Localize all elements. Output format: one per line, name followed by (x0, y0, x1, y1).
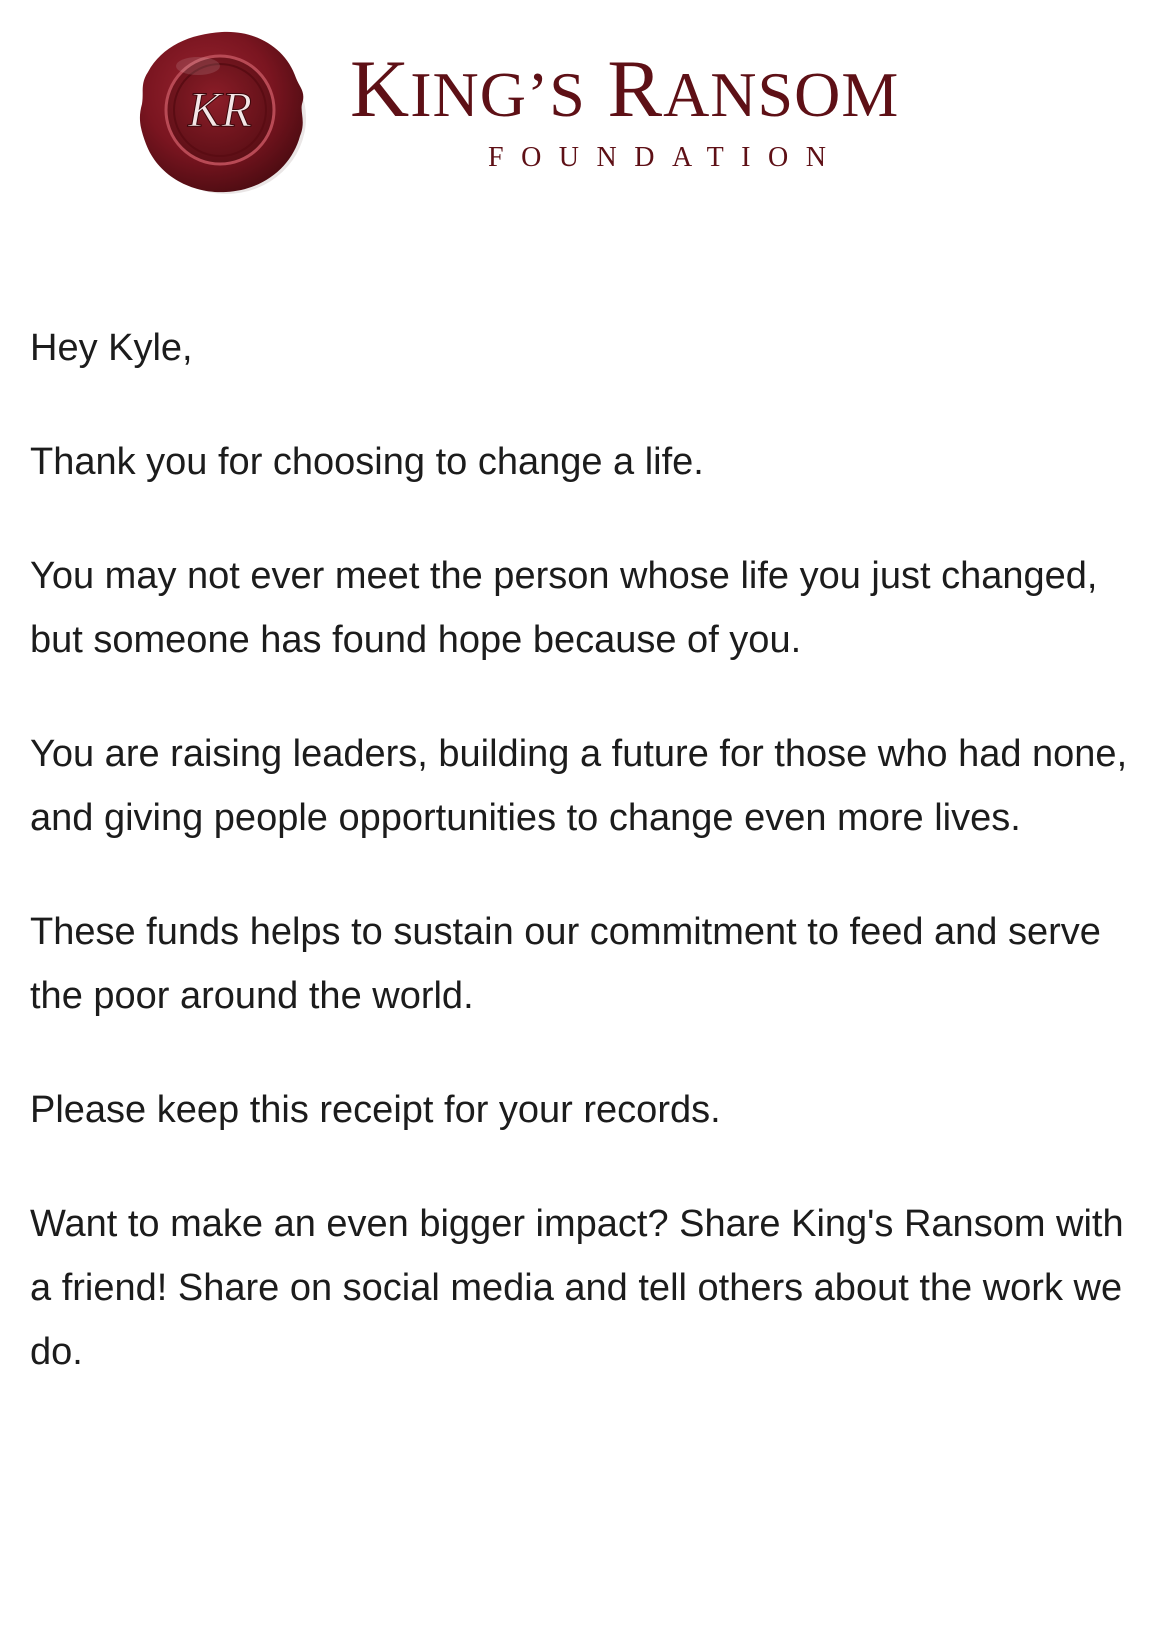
paragraph: Thank you for choosing to change a life. (30, 441, 704, 483)
paragraph: You are raising leaders, building a future for those who had none, and giving people opportunities to change even more lives. (30, 733, 1128, 839)
paragraph: Want to make an even bigger impact? Share King's Ransom with a friend! Share on social media and tell others about the work we do. (30, 1203, 1124, 1373)
brand-subtitle: FOUNDATION (488, 142, 844, 173)
wax-seal-logo-icon (136, 26, 308, 198)
brand-name: KING’S RANSOM (350, 43, 900, 134)
seal-monogram-text: KR (188, 81, 252, 137)
paragraph: These funds helps to sustain our commitment to feed and serve the poor around the world. (30, 911, 1101, 1017)
paragraph: You may not ever meet the person whose life you just changed, but someone has found hope because of you. (30, 555, 1098, 661)
greeting: Hey Kyle, (30, 327, 193, 369)
email-header (0, 0, 1169, 210)
paragraph: Please keep this receipt for your records. (30, 1089, 721, 1131)
email-body (30, 316, 1140, 1434)
